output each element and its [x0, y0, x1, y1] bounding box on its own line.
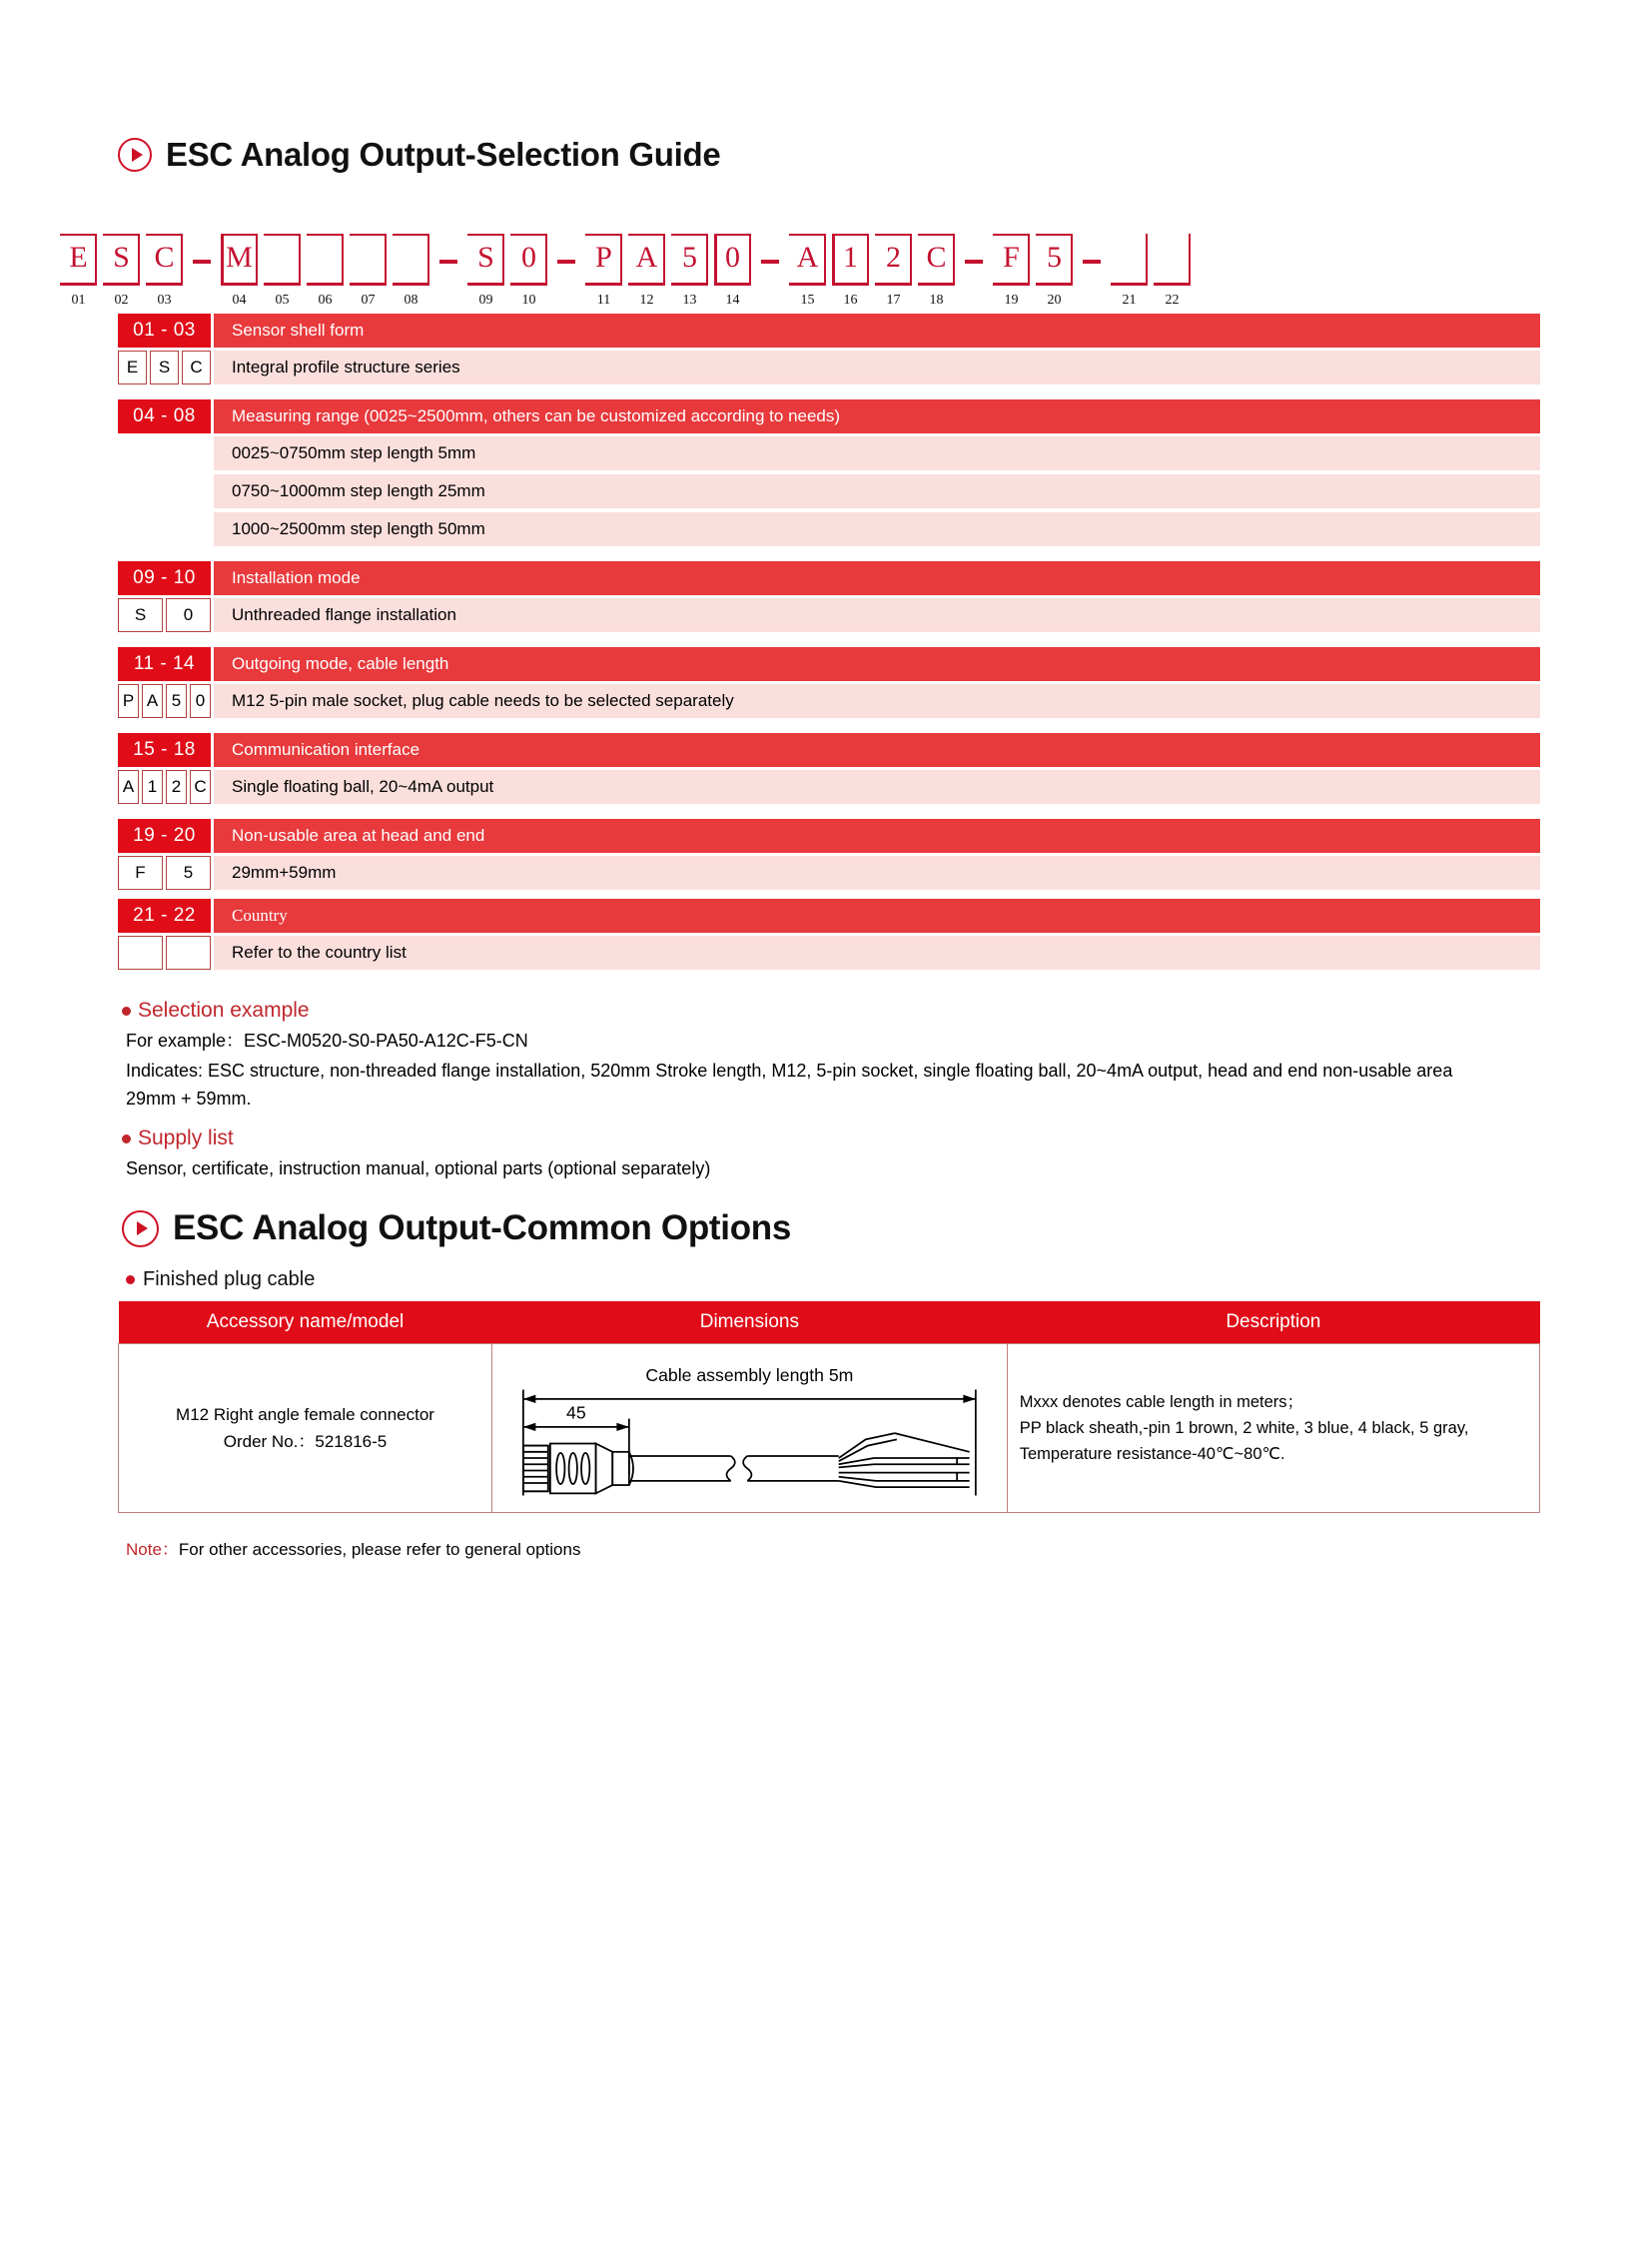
spec-section: [118, 561, 1540, 632]
spec-option-row: [118, 351, 1540, 384]
code-cell-index: 05: [275, 293, 290, 308]
accessory-table: [118, 1301, 1540, 1513]
code-cell-index: 07: [361, 293, 376, 308]
code-cell-char: 5: [1047, 241, 1062, 274]
common-options-title-text: ESC Analog Output-Common Options: [173, 1208, 792, 1247]
spec-section: [118, 314, 1540, 384]
column-header-accessory-name: Accessory name/model: [119, 1301, 492, 1344]
code-cell-index: 14: [725, 293, 740, 308]
code-separator-dash: [961, 234, 987, 286]
spec-section-header: [118, 733, 1540, 767]
code-cell-char: C: [154, 241, 175, 274]
code-cell-index: 22: [1165, 293, 1180, 308]
code-cell-index: 09: [478, 293, 493, 308]
option-code-box: 2: [166, 770, 187, 804]
code-cell-11: [585, 234, 622, 308]
spec-section: [118, 647, 1540, 718]
code-cell-22: [1154, 234, 1191, 308]
note-text: For other accessories, please refer to general options: [178, 1539, 581, 1559]
spec-section-title: Non-usable area at head and end: [214, 819, 1540, 853]
spec-option-row: [118, 936, 1540, 970]
code-cell-15: [789, 234, 826, 308]
code-cell-04: [221, 234, 258, 308]
option-code-boxes: [118, 684, 211, 718]
code-cell-char: A: [796, 241, 819, 274]
cable-total-length-label: Cable assembly length 5m: [645, 1365, 854, 1386]
section-spacer: [0, 722, 1652, 733]
spec-option-row: [118, 598, 1540, 632]
option-code-box: P: [118, 684, 139, 718]
dimensions-cell: [492, 1344, 1008, 1513]
code-cell-char: S: [477, 241, 494, 274]
spec-option-row: [118, 770, 1540, 804]
code-cell-char: 0: [521, 241, 536, 274]
spec-option-row: [118, 684, 1540, 718]
code-cell-index: 13: [682, 293, 697, 308]
code-cell-12: [628, 234, 665, 308]
code-cell-index: 11: [596, 293, 611, 308]
code-cell-18: [918, 234, 955, 308]
supply-list-heading: [122, 1126, 1652, 1150]
option-code-box: 0: [190, 684, 211, 718]
code-cell-01: [60, 234, 97, 308]
description-text: Mxxx denotes cable length in meters； PP black sheath,-pin 1 brown, 2 white, 3 blue, 4 black, 5 gray, Temperature resistance-40℃~80℃.: [1019, 1392, 1469, 1463]
page-title-text: ESC Analog Output-Selection Guide: [166, 136, 721, 173]
spec-section-title: Country: [214, 899, 1540, 933]
specification-sections: [0, 314, 1652, 979]
code-cell-20: [1036, 234, 1073, 308]
code-cell-index: 02: [114, 293, 129, 308]
play-circle-icon: [122, 1210, 159, 1247]
code-cell-index: 04: [232, 293, 247, 308]
option-code-box: 5: [166, 684, 187, 718]
spec-section-code: 04 - 08: [118, 399, 211, 433]
code-cell-char: E: [69, 241, 88, 274]
spec-section-code: 11 - 14: [118, 647, 211, 681]
code-cell-07: [350, 234, 387, 308]
accessory-name-cell: [119, 1344, 492, 1513]
code-cell-index: 08: [404, 293, 418, 308]
selection-example-heading: [122, 999, 1652, 1023]
option-description: 29mm+59mm: [214, 856, 1540, 890]
spec-section-header: [118, 561, 1540, 595]
code-cell-index: 03: [157, 293, 172, 308]
part-number-code-row: [60, 210, 1652, 308]
code-cell-index: 20: [1047, 293, 1062, 308]
code-cell-index: 10: [521, 293, 536, 308]
code-cell-06: [307, 234, 344, 308]
spec-section-header: [118, 899, 1540, 933]
spec-section-header: [118, 819, 1540, 853]
spec-section: [118, 899, 1540, 970]
section-spacer: [0, 550, 1652, 561]
accessory-table-header-row: [119, 1301, 1540, 1344]
code-cell-16: [832, 234, 869, 308]
option-code-box: 5: [166, 856, 211, 890]
spec-section-code: 09 - 10: [118, 561, 211, 595]
option-description: M12 5-pin male socket, plug cable needs to be selected separately: [214, 684, 1540, 718]
option-code-box: F: [118, 856, 163, 890]
connector-length-label: 45: [566, 1402, 586, 1423]
column-header-dimensions: Dimensions: [492, 1301, 1008, 1344]
supply-list-text: Sensor, certificate, instruction manual, optional parts (optional separately): [126, 1158, 711, 1178]
option-description: 1000~2500mm step length 50mm: [214, 512, 1540, 546]
option-code-box: C: [182, 351, 211, 384]
option-description: Integral profile structure series: [214, 351, 1540, 384]
table-row: [119, 1344, 1540, 1513]
code-cell-index: 18: [929, 293, 944, 308]
spec-section-code: 19 - 20: [118, 819, 211, 853]
section-spacer: [0, 808, 1652, 819]
spec-section: [118, 399, 1540, 546]
section-spacer: [0, 388, 1652, 399]
option-code-boxes: [118, 856, 211, 890]
selection-example-line1: For example：ESC-M0520-S0-PA50-A12C-F5-CN: [126, 1031, 528, 1051]
option-code-box: 1: [142, 770, 163, 804]
code-cell-char: C: [926, 241, 947, 274]
option-code-box: [118, 936, 163, 970]
code-separator-dash: [757, 234, 783, 286]
code-cell-09: [467, 234, 504, 308]
code-cell-char: A: [635, 241, 658, 274]
spec-section-title: Measuring range (0025~2500mm, others can be customized according to needs): [214, 399, 1540, 433]
code-cell-index: 19: [1004, 293, 1019, 308]
code-cell-10: [510, 234, 547, 308]
code-cell-17: [875, 234, 912, 308]
bullet-dot-icon: [122, 1134, 131, 1143]
option-code-box: A: [142, 684, 163, 718]
code-cell-char: P: [595, 241, 612, 274]
code-cell-index: 15: [800, 293, 815, 308]
spec-section-header: [118, 399, 1540, 433]
spec-option-row: [118, 512, 1540, 546]
play-circle-icon: [118, 138, 152, 172]
code-cell-08: [393, 234, 429, 308]
finished-plug-cable-label: Finished plug cable: [143, 1268, 316, 1290]
code-cell-char: 0: [725, 241, 740, 274]
code-cell-14: [714, 234, 751, 308]
option-code-box: C: [190, 770, 211, 804]
option-description: Unthreaded flange installation: [214, 598, 1540, 632]
code-cell-19: [993, 234, 1030, 308]
column-header-description: Description: [1007, 1301, 1539, 1344]
code-cell-index: 12: [639, 293, 654, 308]
code-cell-char: M: [226, 241, 253, 274]
code-cell-index: 01: [71, 293, 86, 308]
code-cell-index: 16: [843, 293, 858, 308]
code-cell-05: [264, 234, 301, 308]
code-cell-03: [146, 234, 183, 308]
option-description: Refer to the country list: [214, 936, 1540, 970]
option-code-box: A: [118, 770, 139, 804]
code-cell-index: 17: [886, 293, 901, 308]
supply-list-title: Supply list: [138, 1126, 234, 1149]
spec-option-row: [118, 856, 1540, 890]
code-separator-dash: [435, 234, 461, 286]
page-title-common-options: [122, 1208, 1652, 1248]
spec-section-title: Installation mode: [214, 561, 1540, 595]
code-cell-index: 06: [318, 293, 333, 308]
selection-example-line2: Indicates: ESC structure, non-threaded flange installation, 520mm Stroke length, M12, 5-pin socket, single floating ball, 20~4mA output, head and end non-usable area 29mm + 59mm.: [126, 1061, 1453, 1109]
bullet-dot-icon: [122, 1007, 131, 1016]
option-description: 0025~0750mm step length 5mm: [214, 436, 1540, 470]
page-title-selection-guide: [118, 136, 1652, 174]
option-code-box: 0: [166, 598, 211, 632]
spec-section-header: [118, 314, 1540, 348]
spec-section: [118, 733, 1540, 804]
note-label: Note：: [126, 1539, 179, 1559]
option-code-boxes: [118, 936, 211, 970]
accessory-name-line1: M12 Right angle female connector: [176, 1404, 434, 1424]
option-code-box: E: [118, 351, 147, 384]
option-code-boxes: [118, 770, 211, 804]
spec-option-row: [118, 436, 1540, 470]
code-separator-dash: [1079, 234, 1105, 286]
code-cell-index: 21: [1122, 293, 1137, 308]
option-description: Single floating ball, 20~4mA output: [214, 770, 1540, 804]
code-cell-13: [671, 234, 708, 308]
section-spacer: [0, 636, 1652, 647]
code-cell-char: 1: [843, 241, 858, 274]
option-code-boxes: [118, 598, 211, 632]
accessory-order-no: Order No.：521816-5: [223, 1431, 388, 1451]
option-code-box: [166, 936, 211, 970]
spec-section-header: [118, 647, 1540, 681]
cable-dimension-drawing: [500, 1350, 999, 1506]
spec-section-code: 21 - 22: [118, 899, 211, 933]
spec-section: [118, 819, 1540, 890]
code-cell-char: S: [113, 241, 130, 274]
bullet-dot-icon: [126, 1275, 135, 1284]
code-cell-02: [103, 234, 140, 308]
code-cell-char: 2: [886, 241, 901, 274]
option-code-boxes: [118, 351, 211, 384]
spec-section-title: Communication interface: [214, 733, 1540, 767]
code-cell-char: F: [1003, 241, 1020, 274]
note-line: [126, 1535, 1652, 1560]
option-code-box: S: [118, 598, 163, 632]
code-cell-char: 5: [682, 241, 697, 274]
spec-section-title: Outgoing mode, cable length: [214, 647, 1540, 681]
description-cell: [1007, 1344, 1539, 1513]
code-cell-21: [1111, 234, 1148, 308]
option-description: 0750~1000mm step length 25mm: [214, 474, 1540, 508]
spec-section-code: 15 - 18: [118, 733, 211, 767]
spec-section-title: Sensor shell form: [214, 314, 1540, 348]
selection-example-title: Selection example: [138, 999, 310, 1022]
code-separator-dash: [553, 234, 579, 286]
spec-section-code: 01 - 03: [118, 314, 211, 348]
option-code-box: S: [150, 351, 179, 384]
finished-plug-cable-bullet: [126, 1268, 1652, 1291]
spec-option-row: [118, 474, 1540, 508]
code-separator-dash: [189, 234, 215, 286]
